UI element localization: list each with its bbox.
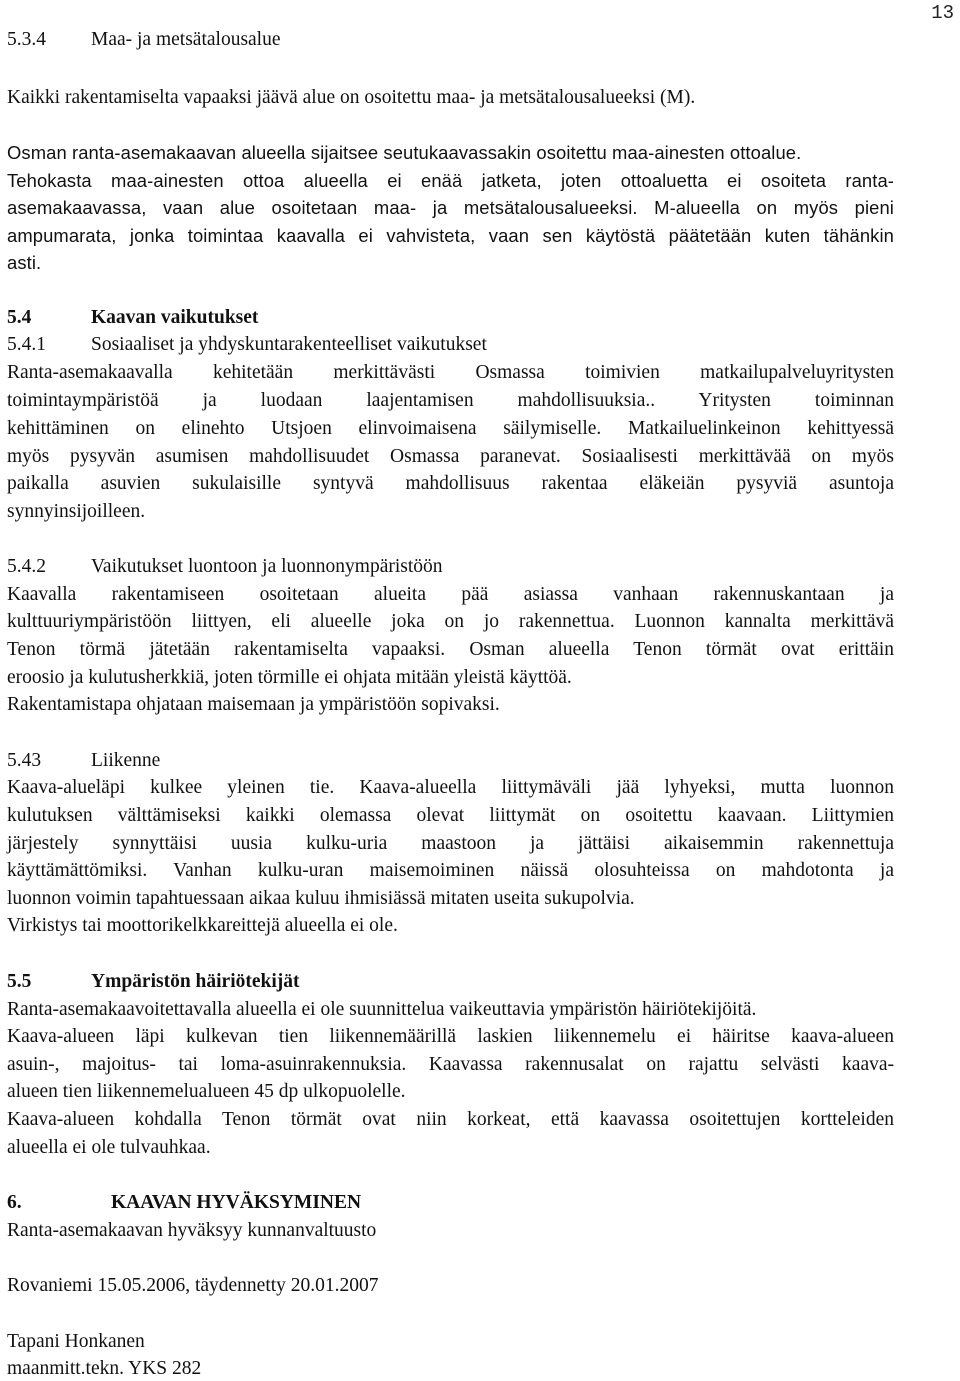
heading-5-4-1 (7, 333, 894, 357)
paragraph-line: Tenon törmä jätetään rakentamiselta vapaaksi. Osman alueella Tenon törmät ovat erittäin (7, 639, 894, 660)
paragraph-line: Kaava-alueen kohdalla Tenon törmät ovat niin korkeat, että kaavassa osoitettujen kortteleiden (7, 1109, 894, 1130)
heading-number: 6. (7, 1192, 22, 1213)
paragraph-line: alueella ei ole tulvauhkaa. (7, 1137, 211, 1158)
paragraph-line: kulutuksen välttämiseksi kaikki olemassa olevat liittymät on osoitettu kaavaan. Liittymien (7, 805, 894, 826)
paragraph-line: Rakentamistapa ohjataan maisemaan ja ympäristöön sopivaksi. (7, 694, 500, 715)
heading-title: Vaikutukset luontoon ja luonnonympäristöön (91, 556, 443, 577)
heading-number: 5.4.1 (7, 334, 46, 355)
paragraph-line: toimintaympäristöä ja luodaan laajentamisen mahdollisuuksia.. Yritysten toiminnan (7, 390, 894, 411)
paragraph-line: Virkistys tai moottorikelkkareittejä alueella ei ole. (7, 915, 398, 936)
heading-5-5 (7, 970, 894, 994)
heading-title: Maa- ja metsätalousalue (91, 29, 281, 50)
paragraph-line: Ranta-asemakaavalla kehitetään merkittävästi Osmassa toimivien matkailupalveluyritysten (7, 362, 894, 383)
heading-number: 5.43 (7, 750, 42, 771)
paragraph-line: ampumarata, jonka toimintaa kaavalla ei vahvisteta, vaan sen käytöstä päätetään kuten tähänkin (7, 225, 894, 246)
paragraph-line: Tehokasta maa-ainesten ottoa alueella ei enää jatketa, joten ottoaluetta ei osoiteta ranta- (7, 170, 894, 191)
heading-number: 5.5 (7, 971, 32, 992)
paragraph-line: asuin-, majoitus- tai loma-asuinrakennuksia. Kaavassa rakennusalat on rajattu selvästi kaava- (7, 1054, 894, 1075)
heading-5-4 (7, 306, 894, 330)
signature-place-date: Rovaniemi 15.05.2006, täydennetty 20.01.2007 (7, 1275, 379, 1296)
paragraph-line: myös pysyvän asumisen mahdollisuudet Osmassa paranevat. Sosiaalisesti merkittävää on myös (7, 446, 894, 467)
paragraph-line: Ranta-asemakaavoitettavalla alueella ei ole suunnittelua vaikeuttavia ympäristön häiriötekijöitä. (7, 999, 757, 1020)
signature-name: Tapani Honkanen (7, 1331, 145, 1352)
paragraph-line: alueen tien liikennemelualueen 45 dp ulkopuolelle. (7, 1081, 406, 1102)
paragraph-line: luonnon voimin tapahtuessaan aikaa kuluu ihmisiässä mitaten useita sukupolvia. (7, 888, 635, 909)
paragraph-line: Kaavalla rakentamiseen osoitetaan alueita pää asiassa vanhaan rakennuskantaan ja (7, 584, 894, 605)
heading-5-4-2 (7, 555, 894, 579)
paragraph-line: Ranta-asemakaavan hyväksyy kunnanvaltuusto (7, 1220, 377, 1241)
paragraph-line: Kaava-alueen läpi kulkevan tien liikennemäärillä laskien liikennemelu ei häiritse kaava-alueen (7, 1026, 894, 1047)
page-number: 13 (931, 2, 954, 24)
paragraph-line: järjestely synnyttäisi uusia kulku-uria maastoon ja jättäisi aikaisemmin rakennettuja (7, 833, 894, 854)
paragraph-line: paikalla asuvien sukulaisille syntyvä mahdollisuus rakentaa eläkeiän pysyviä asuntoja (7, 473, 894, 494)
heading-5-4-3 (7, 749, 894, 773)
paragraph-line: kulttuuriympäristöön liittyen, eli alueelle joka on jo rakennettua. Luonnon kannalta merkittävä (7, 611, 894, 632)
heading-6 (7, 1191, 894, 1215)
heading-number: 5.4 (7, 307, 32, 328)
paragraph-line: Osman ranta-asemakaavan alueella sijaitsee seutukaavassakin osoitettu maa-ainesten ottoalue. (7, 142, 802, 163)
paragraph-line: kehittäminen on elinehto Utsjoen elinvoimaisena säilymiselle. Matkailuelinkeinon kehittyessä (7, 418, 894, 439)
heading-title: Kaavan vaikutukset (91, 307, 259, 328)
heading-title: Ympäristön häiriötekijät (91, 971, 300, 992)
signature-title: maanmitt.tekn. YKS 282 (7, 1358, 202, 1379)
heading-number: 5.3.4 (7, 29, 46, 50)
paragraph-line: Kaikki rakentamiselta vapaaksi jäävä alue on osoitettu maa- ja metsätalousalueeksi (M). (7, 87, 696, 108)
heading-title: Liikenne (91, 750, 161, 771)
paragraph-line: käyttämättömiksi. Vanhan kulku-uran maisemoiminen näissä olosuhteissa on mahdotonta ja (7, 860, 894, 881)
heading-title: KAAVAN HYVÄKSYMINEN (111, 1192, 362, 1213)
paragraph-line: Kaava-alueläpi kulkee yleinen tie. Kaava-alueella liittymäväli jää lyhyeksi, mutta luonnon (7, 777, 894, 798)
heading-5-3-4 (7, 28, 894, 52)
paragraph-line: synnyinsijoilleen. (7, 501, 146, 522)
heading-number: 5.4.2 (7, 556, 46, 577)
paragraph-line: asemakaavassa, vaan alue osoitetaan maa- ja metsätalousalueeksi. M-alueella on myös pieni (7, 197, 894, 218)
paragraph-line: asti. (7, 252, 42, 273)
paragraph-line: eroosio ja kulutusherkkiä, joten törmille ei ohjata mitään yleistä käyttöä. (7, 667, 572, 688)
heading-title: Sosiaaliset ja yhdyskuntarakenteelliset vaikutukset (91, 334, 487, 355)
